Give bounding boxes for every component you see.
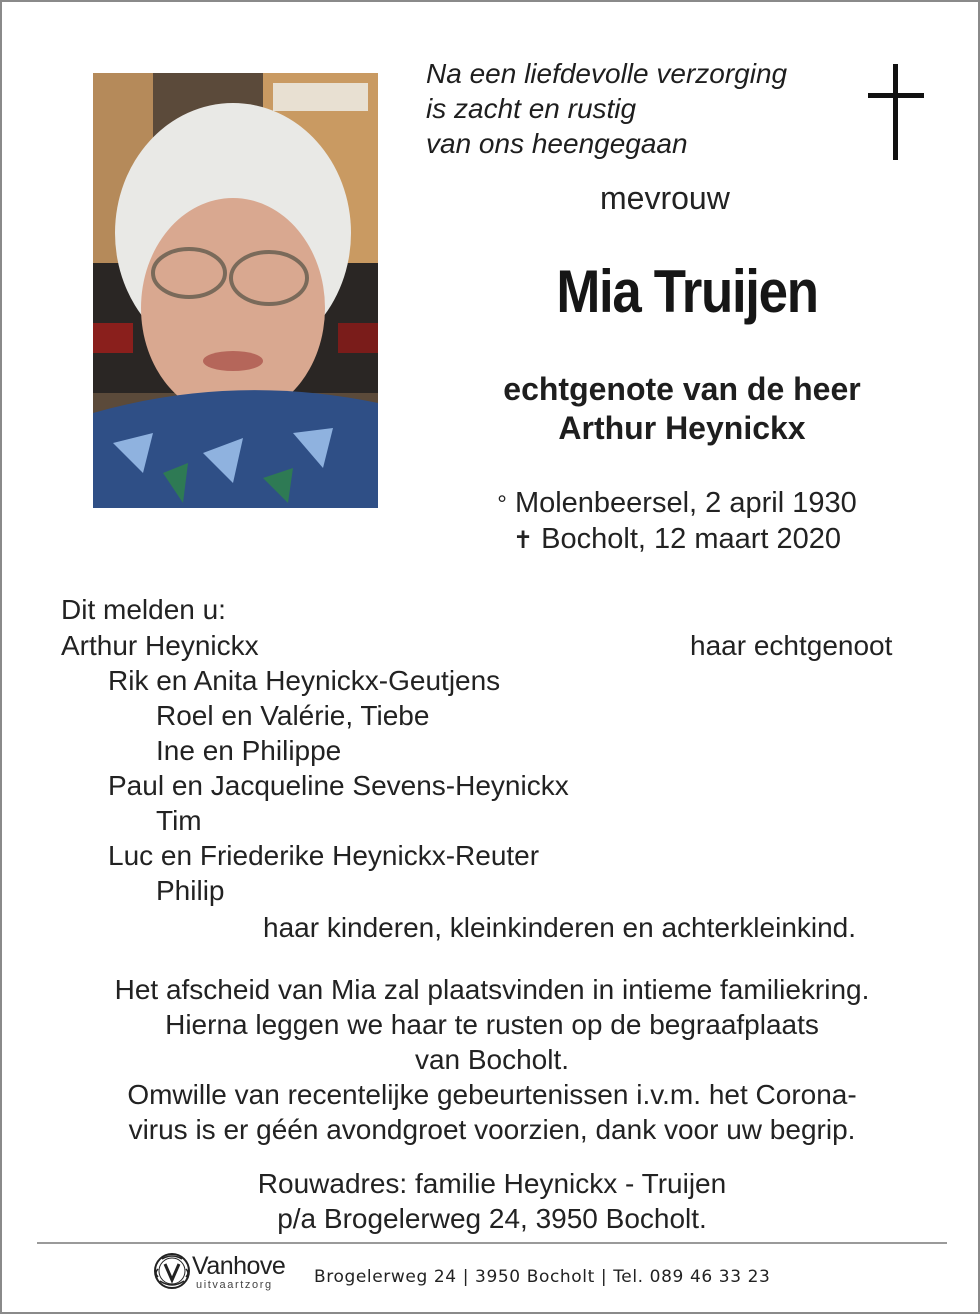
family-member: Tim: [156, 805, 202, 836]
spouse-info: [442, 370, 922, 448]
death-date: [462, 522, 892, 558]
intro-line: is zacht en rustig: [426, 93, 637, 124]
mourning-address: [142, 1166, 842, 1236]
funeral-home-logo: [152, 1249, 302, 1297]
birth-date: [462, 486, 892, 522]
brand-name: Vanhove: [192, 1252, 286, 1280]
death-text: Bocholt, 12 maart 2020: [541, 523, 842, 555]
intro-text: [426, 56, 856, 161]
spouse-line: echtgenote van de heer: [503, 371, 861, 407]
closing-line: Omwille van recentelijke gebeurtenissen i.v.m. het Corona-: [127, 1079, 857, 1110]
address-line: Rouwadres: familie Heynickx - Truijen: [257, 1168, 727, 1199]
deceased-name: Mia Truijen: [556, 258, 818, 325]
birth-text: Molenbeersel, 2 april 1930: [514, 487, 857, 519]
announce-label: Dit melden u:: [61, 594, 226, 625]
intro-line: van ons heengegaan: [426, 128, 688, 159]
family-member: Philip: [156, 875, 225, 906]
brand-sub: uitvaartzorg: [196, 1279, 273, 1291]
logo-emblem-icon: [152, 1251, 192, 1291]
family-summary: haar kinderen, kleinkinderen en achterkleinkind.: [263, 912, 857, 943]
intro-line: Na een liefdevolle verzorging: [426, 58, 788, 89]
life-dates: [462, 486, 892, 558]
family-member: Paul en Jacqueline Sevens-Heynickx: [108, 770, 569, 801]
cross-icon: [868, 64, 924, 160]
closing-line: Hierna leggen we haar te rusten op de begraafplaats: [165, 1009, 819, 1040]
honorific: mevrouw: [600, 180, 730, 216]
family-member: Rik en Anita Heynickx-Geutjens: [108, 665, 501, 696]
closing-line: virus is er géén avondgroet voorzien, dank voor uw begrip.: [128, 1114, 856, 1145]
death-cross-icon: ✝: [512, 527, 534, 554]
spouse-line: Arthur Heynickx: [558, 410, 806, 446]
closing-line: van Bocholt.: [414, 1044, 570, 1075]
portrait-photo: [93, 73, 378, 508]
footer-divider: [37, 1242, 947, 1244]
family-member: Ine en Philippe: [156, 735, 342, 766]
address-line: p/a Brogelerweg 24, 3950 Bocholt.: [277, 1203, 707, 1234]
family-member: Roel en Valérie, Tiebe: [156, 700, 430, 731]
closing-line: Het afscheid van Mia zal plaatsvinden in intieme familiekring.: [114, 974, 870, 1005]
footer-contact: Brogelerweg 24 | 3950 Bocholt | Tel. 089 46 33 23: [314, 1267, 771, 1287]
closing-text: [42, 972, 942, 1147]
family-member: Luc en Friederike Heynickx-Reuter: [108, 840, 540, 871]
birth-symbol-icon: °: [497, 491, 507, 518]
family-spouse-name: Arthur Heynickx: [61, 630, 259, 661]
family-spouse-relation: haar echtgenoot: [690, 630, 893, 661]
